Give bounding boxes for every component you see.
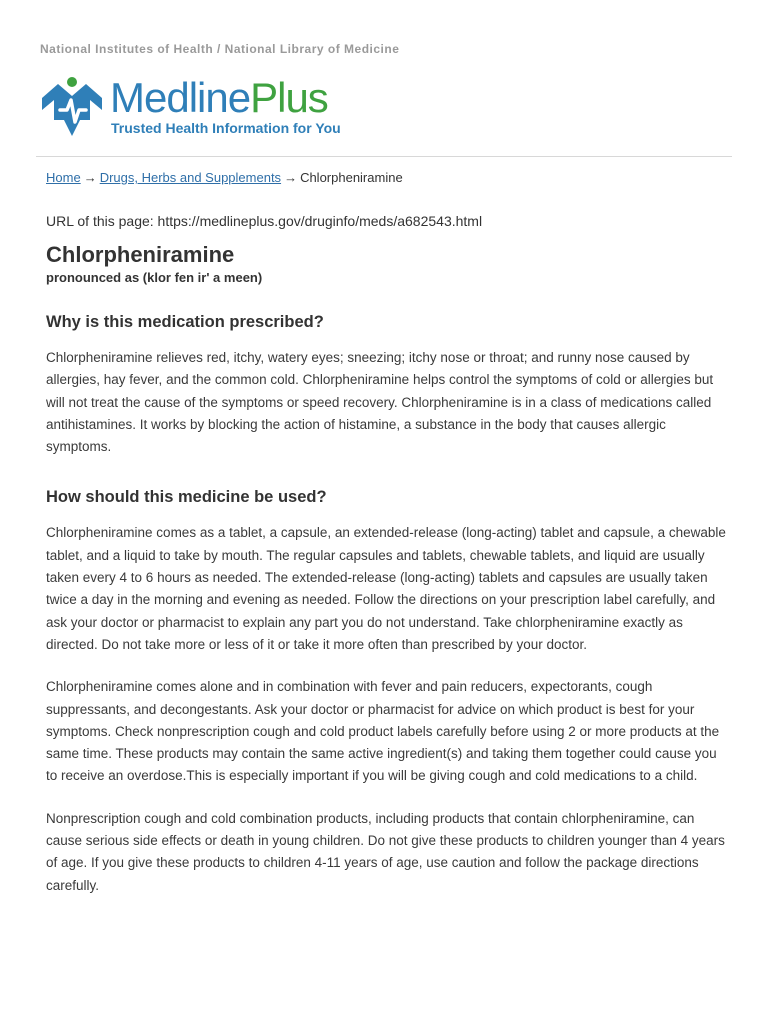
- section-heading: How should this medicine be used?: [46, 488, 327, 507]
- breadcrumb-drugs-link[interactable]: Drugs, Herbs and Supplements: [99, 170, 282, 185]
- medlineplus-logo-icon: [40, 76, 104, 142]
- page-url: URL of this page: https://medlineplus.gov/druginfo/meds/a682543.html: [46, 213, 483, 229]
- breadcrumb-separator: →: [284, 170, 298, 185]
- logo-wordmark-plus: Plus: [250, 74, 328, 121]
- breadcrumb: [46, 168, 728, 188]
- page-title: Chlorpheniramine: [46, 242, 235, 267]
- logo-tagline: Trusted Health Information for You: [111, 120, 341, 136]
- header-divider: [36, 156, 732, 157]
- nih-nlm-header: National Institutes of Health / National Library of Medicine: [40, 42, 400, 56]
- pronunciation: pronounced as (klor fen ir' a meen): [46, 270, 263, 285]
- section-how-used: [46, 486, 728, 896]
- logo-wordmark: [110, 74, 328, 122]
- breadcrumb-home-link[interactable]: Home: [46, 170, 81, 185]
- paragraph: Chlorpheniramine comes alone and in combination with fever and pain reducers, expectorants, cough suppressants, and decongestants. Ask your doctor or pharmacist for advice on which product is best for your symptoms. Check nonprescription cough and cold product labels carefully before using 2 or more products at the same time. These products may contain the same active ingredient(s) and taking them together could cause you to receive an overdose.This is especially important if you will be giving cough and cold medications to a child.: [46, 679, 720, 784]
- breadcrumb-separator: →: [83, 170, 97, 185]
- paragraph: Nonprescription cough and cold combination products, including products that contain chlorpheniramine, can cause serious side effects or death in young children. Do not give these products to children younger than 4 years of age. If you give these products to children 4-11 years of age, use caution and follow the package directions carefully.: [46, 810, 725, 893]
- paragraph: Chlorpheniramine relieves red, itchy, watery eyes; sneezing; itchy nose or throat; and runny nose caused by allergies, hay fever, and the common cold. Chlorpheniramine helps control the symptoms of cold or allergies but will not treat the cause of the symptoms or speed recovery. Chlorpheniramine is in a class of medications called antihistamines. It works by blocking the action of histamine, a substance in the body that causes allergic symptoms.: [46, 350, 714, 455]
- paragraph: Chlorpheniramine comes as a tablet, a capsule, an extended-release (long-acting) tablet and capsule, a chewable tablet, and a liquid to take by mouth. The regular capsules and tablets, chewable tablets, and liquid are usually taken every 4 to 6 hours as needed. The extended-release (long-acting) tablets and capsules are usually taken twice a day in the morning and evening as needed. Follow the directions on your prescription label carefully, and ask your doctor or pharmacist to explain any part you do not understand. Take chlorpheniramine exactly as directed. Do not take more or less of it or take it more often than prescribed by your doctor.: [46, 525, 726, 652]
- main-content: [46, 168, 728, 917]
- medlineplus-logo[interactable]: [40, 76, 350, 142]
- section-why-prescribed: [46, 311, 728, 458]
- section-heading: Why is this medication prescribed?: [46, 313, 324, 331]
- logo-wordmark-medline: Medline: [110, 74, 251, 121]
- breadcrumb-current: Chlorpheniramine: [300, 170, 403, 185]
